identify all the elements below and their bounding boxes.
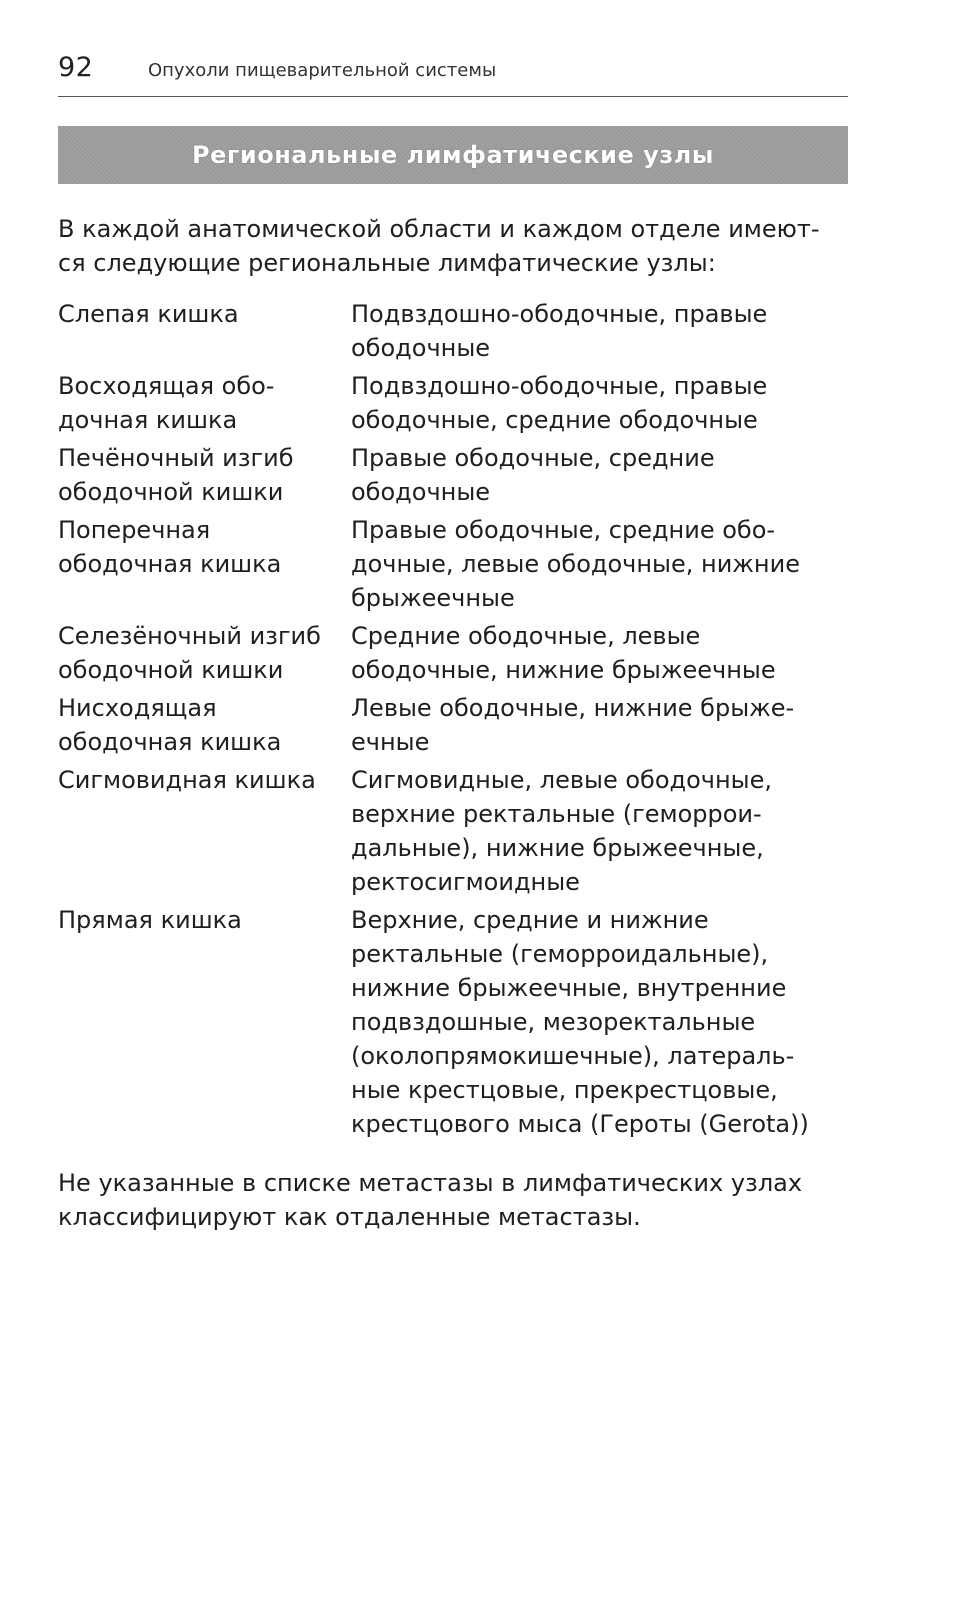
nodes-line: (околопрямокишечные), латераль- (351, 1042, 795, 1070)
region-cell (58, 691, 351, 759)
nodes-line: ректальные (геморроидальные), (351, 940, 769, 968)
nodes-line: Левые ободочные, нижние брыже- (351, 694, 795, 722)
lymph-node-table (58, 297, 848, 1145)
nodes-line: ободочные (351, 334, 491, 362)
nodes-cell (351, 763, 848, 899)
region-cell (58, 513, 351, 615)
region-line: ободочная кишка (58, 550, 282, 578)
intro-line: ся следующие региональные лимфатические узлы: (58, 249, 716, 277)
region-line: ободочной кишки (58, 478, 284, 506)
nodes-line: ные крестцовые, прекрестцовые, (351, 1076, 778, 1104)
nodes-line: Сигмовидные, левые ободочные, (351, 766, 773, 794)
table-row (58, 903, 848, 1141)
region-cell (58, 369, 351, 437)
nodes-line: дальные), нижние брыжеечные, (351, 834, 764, 862)
region-cell (58, 763, 351, 899)
region-line: Печёночный изгиб (58, 444, 294, 472)
region-cell (58, 441, 351, 509)
table-row (58, 297, 848, 365)
nodes-cell (351, 297, 848, 365)
header-divider (58, 96, 848, 97)
nodes-line: Верхние, средние и нижние (351, 906, 709, 934)
region-line: ободочная кишка (58, 728, 282, 756)
table-row (58, 763, 848, 899)
nodes-line: верхние ректальные (геморрои- (351, 800, 762, 828)
nodes-cell (351, 441, 848, 509)
nodes-cell (351, 513, 848, 615)
nodes-line: Правые ободочные, средние (351, 444, 715, 472)
nodes-cell (351, 369, 848, 437)
intro-line: В каждой анатомической области и каждом отделе имеют- (58, 215, 820, 243)
region-line: Восходящая обо- (58, 372, 275, 400)
nodes-line: дочные, левые ободочные, нижние (351, 550, 800, 578)
table-row (58, 619, 848, 687)
nodes-line: Средние ободочные, левые (351, 622, 701, 650)
nodes-line: ободочные (351, 478, 491, 506)
region-line: Сигмовидная кишка (58, 766, 316, 794)
running-title: Опухоли пищеварительной системы (148, 60, 497, 81)
nodes-line: брыжеечные (351, 584, 515, 612)
running-head (58, 50, 848, 98)
region-line: Нисходящая (58, 694, 217, 722)
section-banner (58, 126, 848, 184)
nodes-line: подвздошные, мезоректальные (351, 1008, 756, 1036)
table-row (58, 691, 848, 759)
intro-paragraph (58, 212, 848, 280)
nodes-line: ректосигмоидные (351, 868, 580, 896)
closing-line: Не указанные в списке метастазы в лимфатических узлах (58, 1169, 803, 1197)
region-cell (58, 619, 351, 687)
region-line: Поперечная (58, 516, 211, 544)
nodes-cell (351, 619, 848, 687)
region-cell (58, 297, 351, 365)
nodes-cell (351, 691, 848, 759)
closing-line: классифицируют как отдаленные метастазы. (58, 1203, 641, 1231)
table-row (58, 369, 848, 437)
region-cell (58, 903, 351, 1141)
region-line: Слепая кишка (58, 300, 239, 328)
region-line: Прямая кишка (58, 906, 242, 934)
nodes-line: Правые ободочные, средние обо- (351, 516, 776, 544)
nodes-line: нижние брыжеечные, внутренние (351, 974, 787, 1002)
table-row (58, 513, 848, 615)
closing-paragraph (58, 1166, 848, 1234)
nodes-line: ободочные, нижние брыжеечные (351, 656, 776, 684)
region-line: Селезёночный изгиб (58, 622, 321, 650)
page-number: 92 (58, 52, 94, 83)
section-title: Региональные лимфатические узлы (192, 141, 714, 169)
region-line: ободочной кишки (58, 656, 284, 684)
nodes-cell (351, 903, 848, 1141)
table-row (58, 441, 848, 509)
nodes-line: ечные (351, 728, 430, 756)
region-line: дочная кишка (58, 406, 238, 434)
nodes-line: Подвздошно-ободочные, правые (351, 372, 768, 400)
nodes-line: крестцового мыса (Героты (Gerota)) (351, 1110, 809, 1138)
nodes-line: Подвздошно-ободочные, правые (351, 300, 768, 328)
nodes-line: ободочные, средние ободочные (351, 406, 758, 434)
